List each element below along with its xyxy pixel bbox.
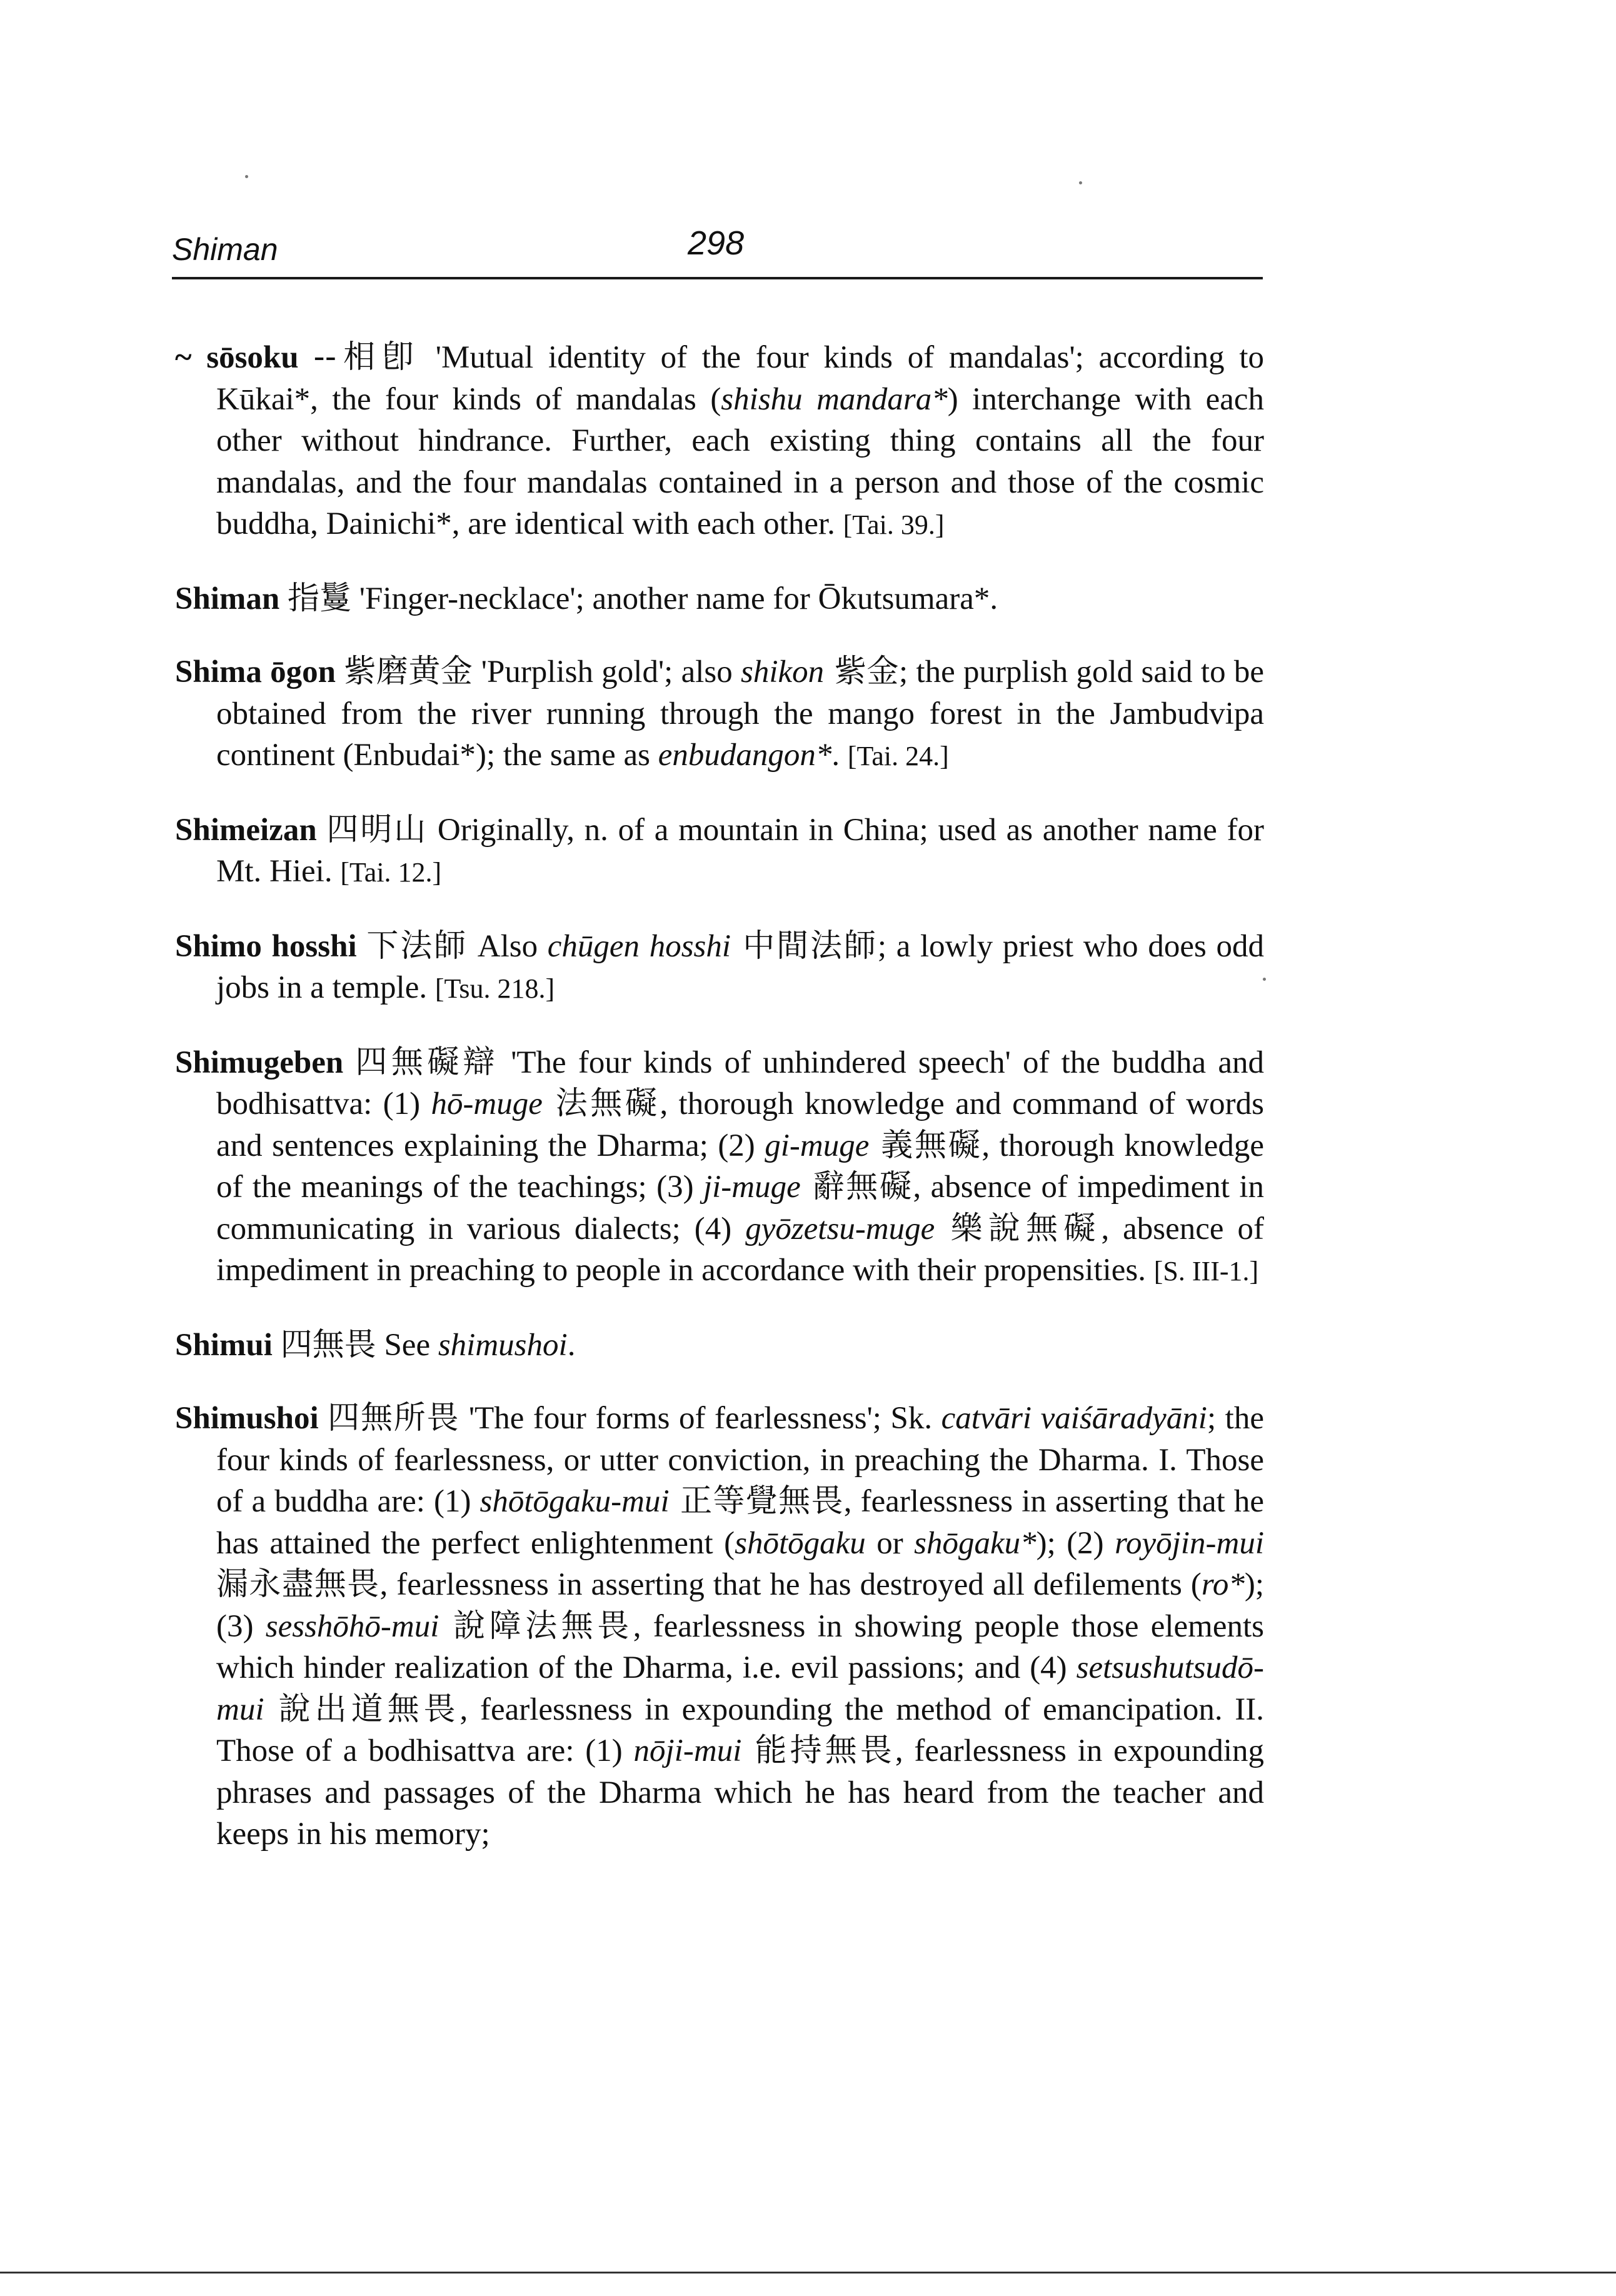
definition-text: .: [567, 1327, 576, 1363]
romanized-term: shōtōgaku: [735, 1525, 866, 1561]
dictionary-entries: [175, 305, 1264, 1869]
cross-reference: shishu mandara*: [721, 381, 948, 417]
romanized-term: shikon: [741, 654, 825, 689]
headword: Shimui: [175, 1327, 273, 1363]
definition-text: 'The four forms of fearlessness'; Sk.: [459, 1401, 941, 1436]
entry-shimeizan: [175, 810, 1264, 894]
scan-speck: [245, 175, 248, 178]
definition-text: 'Finger-necklace'; another name for Ōkutsumara*.: [351, 581, 998, 616]
headword: Shimushoi: [175, 1401, 319, 1436]
headword: Shimeizan: [175, 812, 317, 848]
entry-shimugeben: [175, 1042, 1264, 1293]
definition-text: See: [376, 1327, 438, 1363]
cross-reference: ro*: [1201, 1567, 1245, 1602]
headword: Shiman: [175, 581, 280, 616]
entry-shimushoi: [175, 1398, 1264, 1855]
definition-text: .: [831, 738, 840, 773]
definition-text: Originally, n. of a mountain in China; used as another name for Mt. Hiei.: [216, 812, 1264, 889]
term-kanji: 正等覺無畏: [669, 1483, 844, 1520]
headword-kanji: 四明山: [326, 811, 428, 848]
term-kanji: 中間法師: [731, 927, 878, 965]
source-reference: [S. III-1.]: [1153, 1256, 1259, 1286]
definition-text: , absence of impediment in preaching to people in accordance with their propensities.: [216, 1211, 1264, 1288]
definition-text: , fearlessness in expounding phrases and passages of the Dharma which he has heard from the teacher and keeps in his memory;: [216, 1733, 1264, 1852]
headword-kanji: 四無礙辯: [355, 1043, 499, 1081]
entry-sosoku: [175, 337, 1264, 546]
footer-rule: [0, 2272, 1616, 2273]
definition-text: ; the four kinds of fearlessness, or utter conviction, in preaching the Dharma. I. Those of a buddha are: (1): [216, 1401, 1264, 1519]
definition-text: 'Mutual identity of the four kinds of mandalas'; according to Kūkai*, the four kinds of mandalas (: [216, 340, 1265, 417]
page-number: 298: [688, 224, 745, 262]
definition-text: ); (3): [216, 1567, 1264, 1644]
headword-kanji: 四無所畏: [328, 1400, 460, 1436]
definition-text: 'Purplish gold'; also: [473, 654, 741, 689]
definition-text: ) interchange with each other without hindrance. Further, each existing thing contains all the four mandalas, and the four mandalas contained in a person and those of the cosmic buddha, Dainichi*, are identical with each other.: [216, 381, 1264, 541]
header-rule: [172, 277, 1263, 279]
scan-speck: [1079, 181, 1082, 184]
source-reference: [Tsu. 218.]: [434, 973, 555, 1004]
definition-text: , fearlessness in asserting that he has attained the perfect enlightenment (: [216, 1484, 1264, 1561]
entry-shimo-hosshi: [175, 926, 1264, 1010]
term-kanji: 漏永盡無畏: [216, 1566, 380, 1603]
term-kanji: 說障法無畏: [439, 1607, 633, 1645]
source-reference: [Tai. 39.]: [843, 509, 945, 540]
headword-kanji: 下法師: [366, 927, 468, 965]
definition-text: ); (2): [1036, 1525, 1115, 1561]
headword-kanji: --相卽: [313, 339, 421, 376]
term-kanji: 樂說無礙: [935, 1210, 1102, 1247]
definition-text: ; the purplish gold said to be obtained from the river running through the mango forest in the Jambudvipa continent (Enbudai*); the same as: [216, 654, 1265, 773]
term-kanji: 紫金: [824, 653, 900, 690]
term-kanji: 辭無礙: [800, 1168, 913, 1205]
scan-speck: [1263, 978, 1266, 981]
romanized-term: nōji-mui: [633, 1733, 742, 1768]
definition-text: Also: [468, 928, 548, 964]
romanized-term: gyōzetsu-muge: [745, 1211, 935, 1246]
sanskrit-term: catvāri vaiśāradyāni: [941, 1401, 1207, 1436]
headword-kanji: 紫磨黄金: [344, 653, 473, 690]
entry-shima-ogon: [175, 651, 1264, 778]
entry-shiman: [175, 578, 1264, 620]
definition-text: , fearlessness in asserting that he has destroyed all defilements (: [379, 1567, 1202, 1602]
romanized-term: sesshōhō-mui: [265, 1608, 439, 1644]
term-kanji: 能持無畏: [741, 1732, 895, 1769]
romanized-term: royōjin-mui: [1115, 1525, 1265, 1561]
cross-reference: enbudangon*: [658, 738, 832, 773]
definition-text: or: [865, 1525, 915, 1561]
definition-text: , thorough knowledge and command of words and sentences explaining the Dharma; (2): [216, 1086, 1264, 1163]
headword: Shimugeben: [175, 1045, 344, 1080]
definition-text: 'The four kinds of unhindered speech' of the buddha and bodhisattva: (1): [216, 1045, 1264, 1121]
headword: Shimo hosshi: [175, 928, 357, 964]
definition-text: , absence of impediment in communicating in various dialects; (4): [216, 1170, 1264, 1246]
headword-kanji: 四無畏: [280, 1326, 376, 1363]
romanized-term: hō-muge: [431, 1086, 543, 1121]
term-kanji: 法無礙: [542, 1085, 660, 1122]
source-reference: [Tai. 12.]: [340, 857, 442, 888]
romanized-term: shōtōgaku-mui: [479, 1484, 670, 1519]
cross-reference: shimushoi: [438, 1327, 568, 1363]
definition-text: ; a lowly priest who does odd jobs in a temple.: [216, 928, 1264, 1005]
entry-shimui: [175, 1325, 1264, 1366]
term-kanji: 說出道無畏: [264, 1690, 460, 1728]
definition-text: , fearlessness in showing people those elements which hinder realization of the Dharma, i.e. evil passions; and (4): [216, 1608, 1265, 1685]
headword: Shima ōgon: [175, 654, 336, 689]
romanized-term: chūgen hosshi: [547, 928, 731, 964]
definition-text: , fearlessness in expounding the method of emancipation. II. Those of a bodhisattva are: (1): [216, 1692, 1264, 1768]
romanized-term: ji-muge: [703, 1170, 801, 1205]
term-kanji: 義無礙: [869, 1126, 982, 1164]
definition-text: , thorough knowledge of the meanings of the teachings; (3): [216, 1128, 1264, 1205]
headword: ~ sōsoku: [175, 340, 299, 375]
romanized-term: setsushutsudō-mui: [216, 1650, 1264, 1727]
headword-kanji: 指鬘: [288, 579, 352, 617]
romanized-term: gi-muge: [765, 1128, 870, 1163]
cross-reference: shōgaku*: [914, 1525, 1036, 1561]
source-reference: [Tai. 24.]: [847, 741, 949, 771]
running-head: Shiman: [172, 232, 278, 267]
